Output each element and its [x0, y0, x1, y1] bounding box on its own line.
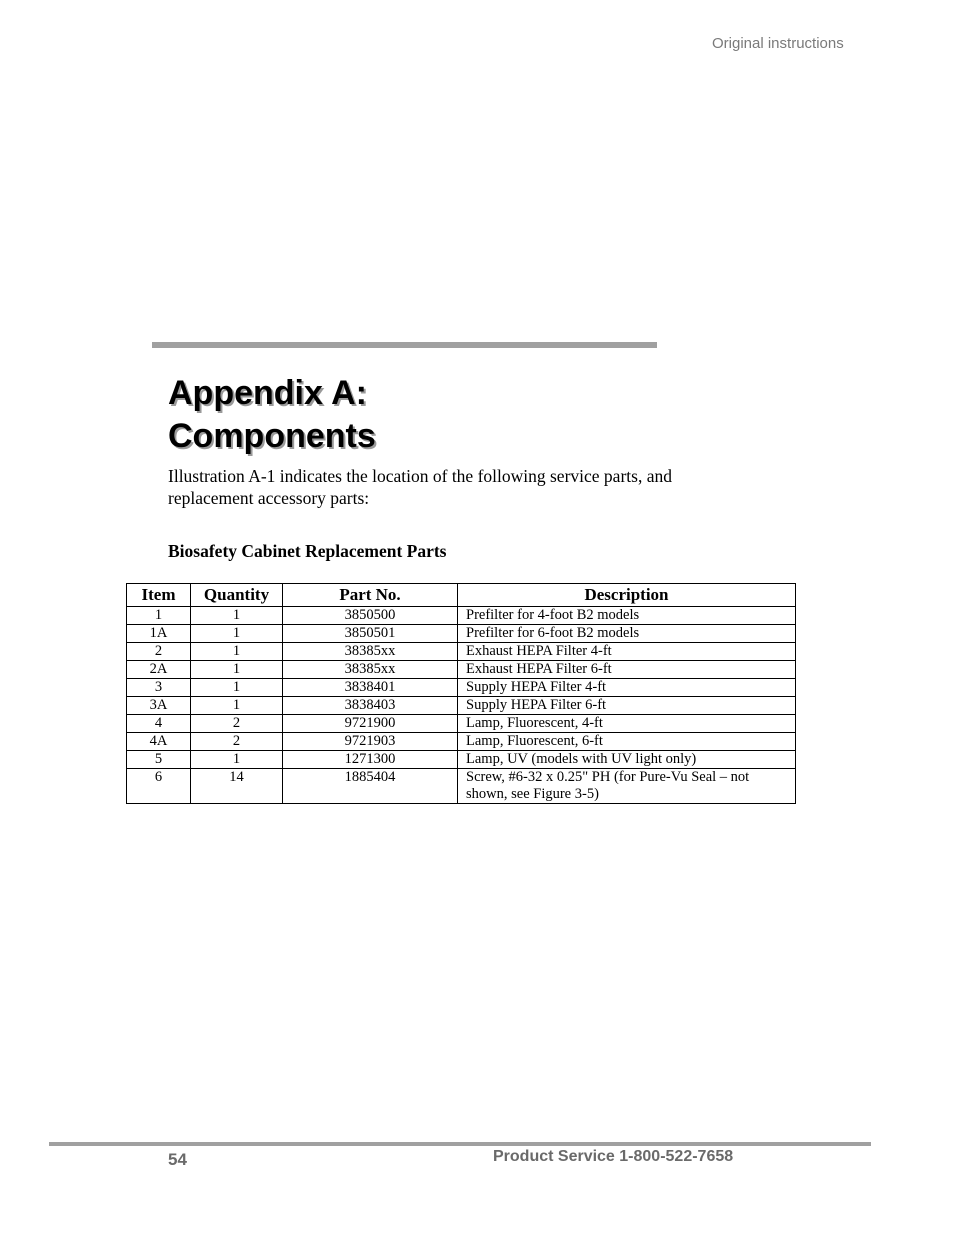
- page-title-line-1: Appendix A:: [168, 374, 367, 412]
- cell-quantity: 1: [191, 679, 283, 697]
- cell-part-no: 9721900: [283, 715, 458, 733]
- cell-part-no: 9721903: [283, 733, 458, 751]
- cell-item: 3: [127, 679, 191, 697]
- cell-description: Exhaust HEPA Filter 4-ft: [458, 643, 796, 661]
- table-row: [127, 643, 796, 661]
- cell-description: Lamp, Fluorescent, 6-ft: [458, 733, 796, 751]
- cell-item: 6: [127, 769, 191, 804]
- table-header-row: [127, 584, 796, 607]
- header-part-no: Part No.: [283, 584, 458, 607]
- cell-description: Supply HEPA Filter 6-ft: [458, 697, 796, 715]
- header-note: Original instructions: [712, 35, 844, 52]
- cell-item: 1: [127, 607, 191, 625]
- page-title-line-2: Components: [168, 417, 376, 455]
- cell-quantity: 1: [191, 661, 283, 679]
- table-row: [127, 715, 796, 733]
- page-number: 54: [168, 1150, 187, 1169]
- table-row: [127, 661, 796, 679]
- table-row: [127, 679, 796, 697]
- cell-quantity: 14: [191, 769, 283, 804]
- cell-description: Lamp, UV (models with UV light only): [458, 751, 796, 769]
- header-description: Description: [458, 584, 796, 607]
- page-title: [168, 372, 376, 458]
- intro-line-1: Illustration A-1 indicates the location of the following service parts, and: [168, 466, 672, 486]
- parts-table-body: [127, 607, 796, 804]
- cell-quantity: 1: [191, 625, 283, 643]
- cell-description: Screw, #6-32 x 0.25" PH (for Pure-Vu Seal – not shown, see Figure 3-5): [458, 769, 796, 804]
- cell-quantity: 1: [191, 751, 283, 769]
- cell-item: 5: [127, 751, 191, 769]
- footer-service-phone: Product Service 1-800-522-7658: [493, 1148, 734, 1165]
- table-row: [127, 625, 796, 643]
- cell-part-no: 38385xx: [283, 643, 458, 661]
- table-row: [127, 751, 796, 769]
- cell-item: 4A: [127, 733, 191, 751]
- footer-rule: [49, 1142, 871, 1146]
- cell-part-no: 1271300: [283, 751, 458, 769]
- header-quantity: Quantity: [191, 584, 283, 607]
- table-row: [127, 607, 796, 625]
- cell-part-no: 3850500: [283, 607, 458, 625]
- cell-description: Exhaust HEPA Filter 6-ft: [458, 661, 796, 679]
- cell-item: 4: [127, 715, 191, 733]
- cell-quantity: 1: [191, 643, 283, 661]
- cell-part-no: 1885404: [283, 769, 458, 804]
- cell-description: Prefilter for 4-foot B2 models: [458, 607, 796, 625]
- cell-description: Prefilter for 6-foot B2 models: [458, 625, 796, 643]
- title-rule: [152, 342, 657, 348]
- cell-quantity: 1: [191, 607, 283, 625]
- cell-item: 2: [127, 643, 191, 661]
- cell-part-no: 3838401: [283, 679, 458, 697]
- cell-quantity: 2: [191, 715, 283, 733]
- cell-quantity: 2: [191, 733, 283, 751]
- table-row: [127, 769, 796, 804]
- cell-part-no: 3838403: [283, 697, 458, 715]
- cell-description: Supply HEPA Filter 4-ft: [458, 679, 796, 697]
- cell-part-no: 3850501: [283, 625, 458, 643]
- cell-item: 1A: [127, 625, 191, 643]
- cell-description: Lamp, Fluorescent, 4-ft: [458, 715, 796, 733]
- table-row: [127, 697, 796, 715]
- cell-part-no: 38385xx: [283, 661, 458, 679]
- cell-item: 3A: [127, 697, 191, 715]
- cell-item: 2A: [127, 661, 191, 679]
- cell-quantity: 1: [191, 697, 283, 715]
- table-caption: Biosafety Cabinet Replacement Parts: [168, 541, 447, 561]
- intro-line-2: replacement accessory parts:: [168, 488, 370, 508]
- parts-table: [126, 583, 796, 804]
- header-item: Item: [127, 584, 191, 607]
- intro-paragraph: [168, 465, 728, 509]
- table-row: [127, 733, 796, 751]
